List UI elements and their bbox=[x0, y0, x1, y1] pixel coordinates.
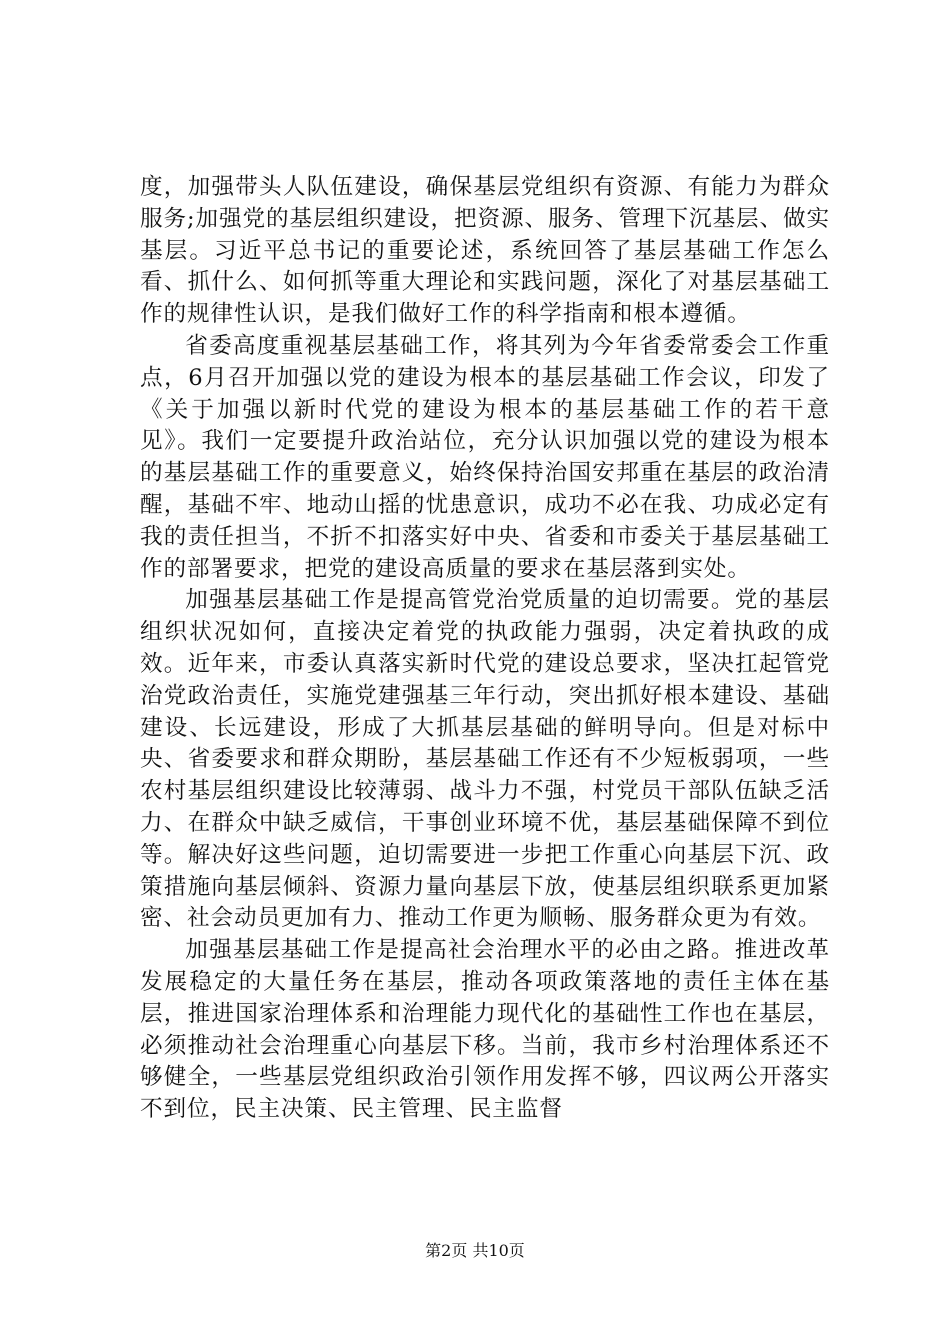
page-number-footer: 第2页 共10页 bbox=[425, 1241, 525, 1260]
document-body bbox=[140, 172, 830, 1126]
paragraph-continued: 度，加强带头人队伍建设，确保基层党组织有资源、有能力为群众服务;加强党的基层组织建设，把资源、服务、管理下沉基层、做实基层。习近平总书记的重要论述，系统回答了基层基础工作怎么看、抓什么、如何抓等重大理论和实践问题，深化了对基层基础工作的规律性认识，是我们做好工作的科学指南和根本遵循。 bbox=[140, 174, 830, 328]
paragraph-party-governance: 加强基层基础工作是提高管党治党质量的迫切需要。党的基层组织状况如何，直接决定着党的执政能力强弱，决定着执政的成效。近年来，市委认真落实新时代党的建设总要求，坚决扛起管党治党政治责任，实施党建强基三年行动，突出抓好根本建设、基础建设、长远建设，形成了大抓基层基础的鲜明导向。但是对标中央、省委要求和群众期盼，基层基础工作还有不少短板弱项，一些农村基层组织建设比较薄弱、战斗力不强，村党员干部队伍缺乏活力、在群众中缺乏威信，干事创业环境不优，基层基础保障不到位等。解决好这些问题，迫切需要进一步把工作重心向基层下沉、政策措施向基层倾斜、资源力量向基层下放，使基层组织联系更加紧密、社会动员更加有力、推动工作更为顺畅、服务群众更为有效。 bbox=[140, 587, 830, 932]
paragraph-social-governance: 加强基层基础工作是提高社会治理水平的必由之路。推进改革发展稳定的大量任务在基层，推动各项政策落地的责任主体在基层，推进国家治理体系和治理能力现代化的基础性工作也在基层，必须推动社会治理重心向基层下移。当前，我市乡村治理体系还不够健全，一些基层党组织政治引领作用发挥不够，四议两公开落实不到位，民主决策、民主管理、民主监督 bbox=[140, 937, 830, 1123]
paragraph-provincial-committee: 省委高度重视基层基础工作，将其列为今年省委常委会工作重点，6月召开加强以党的建设为根本的基层基础工作会议，印发了《关于加强以新时代党的建设为根本的基层基础工作的若干意见》。我们一定要提升政治站位，充分认识加强以党的建设为根本的基层基础工作的重要意义，始终保持治国安邦重在基层的政治清醒，基础不牢、地动山摇的忧患意识，成功不必在我、功成必定有我的责任担当，不折不扣落实好中央、省委和市委关于基层基础工作的部署要求，把党的建设高质量的要求在基层落到实处。 bbox=[140, 332, 830, 582]
